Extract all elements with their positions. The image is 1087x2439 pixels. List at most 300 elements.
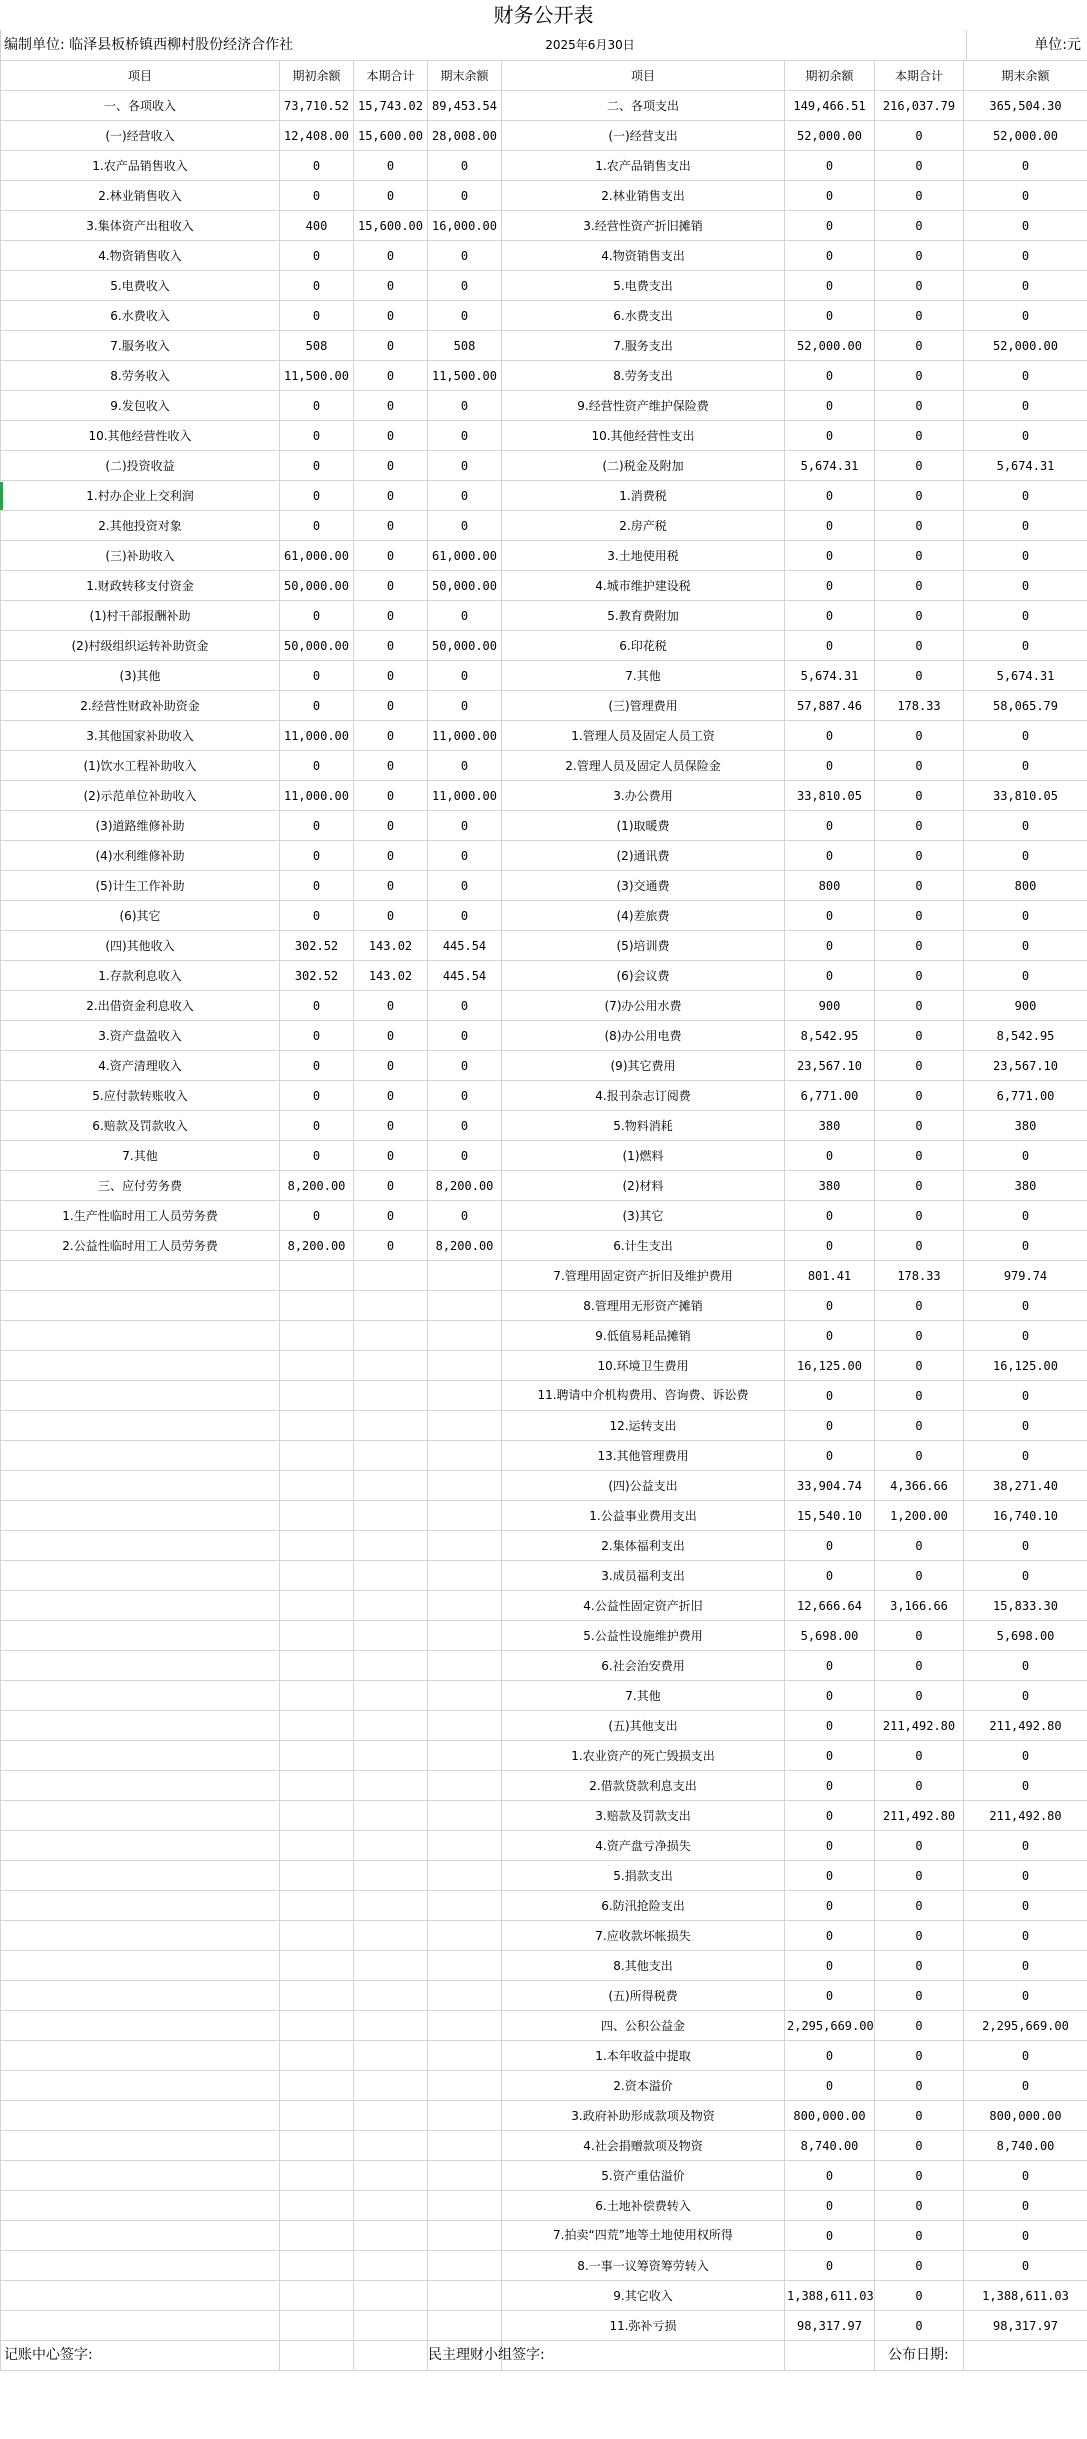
cell-expense-opening[interactable]: 2,295,669.00 [785,2011,875,2041]
cell-expense-closing[interactable]: 0 [964,541,1087,571]
cell-expense-closing[interactable]: 0 [964,601,1087,631]
cell-income-opening[interactable]: 11,000.00 [280,781,354,811]
cell-income-item[interactable] [1,1441,280,1471]
cell-expense-item[interactable]: 4.报刊杂志订阅费 [502,1081,785,1111]
cell-income-period[interactable] [354,1981,428,2011]
empty-cell[interactable] [785,2341,875,2371]
cell-expense-opening[interactable]: 0 [785,2071,875,2101]
cell-income-item[interactable]: 一、各项收入 [1,91,280,121]
cell-income-item[interactable] [1,1291,280,1321]
cell-income-opening[interactable] [280,1351,354,1381]
cell-expense-period[interactable]: 0 [875,1051,964,1081]
cell-expense-period[interactable]: 0 [875,2191,964,2221]
cell-income-opening[interactable]: 0 [280,901,354,931]
cell-expense-opening[interactable]: 0 [785,571,875,601]
cell-expense-period[interactable]: 0 [875,1651,964,1681]
cell-expense-closing[interactable]: 52,000.00 [964,331,1087,361]
cell-expense-period[interactable]: 0 [875,2071,964,2101]
cell-expense-item[interactable]: (8)办公用电费 [502,1021,785,1051]
cell-income-opening[interactable]: 508 [280,331,354,361]
cell-expense-closing[interactable]: 0 [964,241,1087,271]
cell-expense-closing[interactable]: 1,388,611.03 [964,2281,1087,2311]
cell-expense-item[interactable]: (四)公益支出 [502,1471,785,1501]
cell-expense-opening[interactable]: 0 [785,1861,875,1891]
cell-income-closing[interactable]: 0 [428,841,502,871]
cell-income-item[interactable]: (二)投资收益 [1,451,280,481]
cell-expense-closing[interactable]: 0 [964,1651,1087,1681]
cell-income-period[interactable]: 15,600.00 [354,211,428,241]
cell-expense-opening[interactable]: 0 [785,2161,875,2191]
cell-income-period[interactable]: 0 [354,901,428,931]
cell-income-opening[interactable]: 0 [280,1021,354,1051]
cell-expense-closing[interactable]: 8,740.00 [964,2131,1087,2161]
cell-expense-opening[interactable]: 0 [785,1831,875,1861]
cell-expense-item[interactable]: 1.消费税 [502,481,785,511]
cell-expense-closing[interactable]: 0 [964,2251,1087,2281]
cell-expense-period[interactable]: 0 [875,421,964,451]
cell-income-item[interactable]: (1)饮水工程补助收入 [1,751,280,781]
cell-income-closing[interactable]: 508 [428,331,502,361]
cell-income-item[interactable]: 10.其他经营性收入 [1,421,280,451]
cell-expense-opening[interactable]: 0 [785,1531,875,1561]
cell-expense-opening[interactable]: 0 [785,961,875,991]
cell-expense-opening[interactable]: 0 [785,1651,875,1681]
cell-income-item[interactable]: (3)其他 [1,661,280,691]
cell-income-period[interactable]: 0 [354,1231,428,1261]
cell-expense-item[interactable]: 8.劳务支出 [502,361,785,391]
cell-income-opening[interactable] [280,2191,354,2221]
cell-income-closing[interactable] [428,2041,502,2071]
cell-income-period[interactable]: 0 [354,571,428,601]
cell-expense-opening[interactable]: 0 [785,631,875,661]
cell-income-period[interactable]: 0 [354,511,428,541]
cell-income-opening[interactable] [280,2011,354,2041]
cell-income-item[interactable] [1,1861,280,1891]
cell-expense-closing[interactable]: 0 [964,1291,1087,1321]
cell-income-item[interactable]: (2)村级组织运转补助资金 [1,631,280,661]
cell-expense-opening[interactable]: 0 [785,811,875,841]
cell-income-closing[interactable] [428,1321,502,1351]
cell-expense-item[interactable]: 5.公益性设施维护费用 [502,1621,785,1651]
cell-income-period[interactable] [354,1861,428,1891]
cell-income-period[interactable]: 0 [354,241,428,271]
cell-income-closing[interactable]: 0 [428,661,502,691]
cell-income-closing[interactable]: 16,000.00 [428,211,502,241]
cell-expense-closing[interactable]: 0 [964,1831,1087,1861]
cell-income-item[interactable]: 2.其他投资对象 [1,511,280,541]
cell-expense-closing[interactable]: 8,542.95 [964,1021,1087,1051]
cell-expense-closing[interactable]: 0 [964,2161,1087,2191]
cell-income-period[interactable] [354,1651,428,1681]
cell-expense-period[interactable]: 0 [875,1861,964,1891]
cell-expense-item[interactable]: (1)取暖费 [502,811,785,841]
cell-income-item[interactable]: 2.出借资金利息收入 [1,991,280,1021]
cell-income-closing[interactable] [428,1591,502,1621]
cell-income-item[interactable]: 5.应付款转账收入 [1,1081,280,1111]
cell-income-opening[interactable]: 11,500.00 [280,361,354,391]
cell-income-period[interactable] [354,2011,428,2041]
cell-expense-period[interactable]: 0 [875,1441,964,1471]
cell-income-period[interactable] [354,1441,428,1471]
cell-income-closing[interactable]: 0 [428,301,502,331]
cell-income-period[interactable] [354,2161,428,2191]
cell-income-item[interactable] [1,1801,280,1831]
cell-income-opening[interactable] [280,2311,354,2341]
cell-income-closing[interactable] [428,1861,502,1891]
cell-income-item[interactable]: (四)其他收入 [1,931,280,961]
cell-expense-period[interactable]: 0 [875,511,964,541]
cell-income-item[interactable]: 9.发包收入 [1,391,280,421]
cell-income-period[interactable]: 0 [354,151,428,181]
cell-income-period[interactable] [354,2251,428,2281]
cell-expense-period[interactable]: 0 [875,661,964,691]
cell-expense-period[interactable]: 0 [875,331,964,361]
cell-expense-closing[interactable]: 0 [964,1921,1087,1951]
cell-income-item[interactable]: 4.资产清理收入 [1,1051,280,1081]
cell-expense-item[interactable]: 6.印花税 [502,631,785,661]
cell-income-period[interactable] [354,2101,428,2131]
cell-income-period[interactable] [354,1831,428,1861]
cell-income-item[interactable] [1,2071,280,2101]
cell-expense-closing[interactable]: 0 [964,2221,1087,2251]
cell-expense-closing[interactable]: 38,271.40 [964,1471,1087,1501]
cell-income-closing[interactable]: 61,000.00 [428,541,502,571]
cell-income-item[interactable]: 1.农产品销售收入 [1,151,280,181]
header-period-total-expense[interactable]: 本期合计 [875,61,964,91]
cell-income-closing[interactable] [428,1801,502,1831]
cell-expense-opening[interactable]: 0 [785,2041,875,2071]
cell-expense-item[interactable]: (5)培训费 [502,931,785,961]
cell-expense-period[interactable]: 0 [875,541,964,571]
cell-expense-period[interactable]: 0 [875,241,964,271]
cell-expense-item[interactable]: 3.土地使用税 [502,541,785,571]
cell-expense-opening[interactable]: 0 [785,1681,875,1711]
cell-income-item[interactable]: 3.其他国家补助收入 [1,721,280,751]
cell-income-item[interactable] [1,2281,280,2311]
cell-income-closing[interactable] [428,1501,502,1531]
cell-income-item[interactable] [1,2131,280,2161]
cell-income-opening[interactable]: 0 [280,181,354,211]
cell-expense-closing[interactable]: 0 [964,2191,1087,2221]
cell-expense-closing[interactable]: 0 [964,1861,1087,1891]
cell-expense-item[interactable]: (7)办公用水费 [502,991,785,1021]
cell-expense-item[interactable]: 2.集体福利支出 [502,1531,785,1561]
cell-expense-item[interactable]: 1.本年收益中提取 [502,2041,785,2071]
cell-expense-period[interactable]: 0 [875,1381,964,1411]
cell-income-item[interactable] [1,1981,280,2011]
cell-expense-opening[interactable]: 0 [785,1741,875,1771]
cell-expense-closing[interactable]: 0 [964,1381,1087,1411]
cell-expense-item[interactable]: 10.其他经营性支出 [502,421,785,451]
cell-expense-item[interactable]: 5.物料消耗 [502,1111,785,1141]
cell-income-closing[interactable] [428,2011,502,2041]
cell-expense-closing[interactable]: 0 [964,181,1087,211]
cell-expense-opening[interactable]: 12,666.64 [785,1591,875,1621]
cell-income-opening[interactable]: 0 [280,871,354,901]
cell-income-period[interactable] [354,2131,428,2161]
cell-expense-opening[interactable]: 0 [785,361,875,391]
cell-income-period[interactable] [354,1351,428,1381]
cell-expense-closing[interactable]: 380 [964,1171,1087,1201]
cell-income-period[interactable]: 0 [354,391,428,421]
cell-expense-opening[interactable]: 57,887.46 [785,691,875,721]
cell-income-opening[interactable]: 50,000.00 [280,571,354,601]
cell-income-closing[interactable] [428,1681,502,1711]
cell-expense-opening[interactable]: 6,771.00 [785,1081,875,1111]
cell-income-opening[interactable] [280,1891,354,1921]
cell-income-item[interactable]: 3.集体资产出租收入 [1,211,280,241]
cell-income-item[interactable]: 7.服务收入 [1,331,280,361]
header-item-expense[interactable]: 项目 [502,61,785,91]
cell-income-item[interactable] [1,2101,280,2131]
cell-expense-item[interactable]: 6.土地补偿费转入 [502,2191,785,2221]
cell-income-opening[interactable] [280,1711,354,1741]
cell-expense-opening[interactable]: 0 [785,241,875,271]
cell-income-period[interactable]: 0 [354,721,428,751]
cell-income-closing[interactable]: 0 [428,451,502,481]
cell-expense-period[interactable]: 0 [875,1321,964,1351]
cell-income-item[interactable]: (1)村干部报酬补助 [1,601,280,631]
cell-income-closing[interactable] [428,1951,502,1981]
header-period-total-income[interactable]: 本期合计 [354,61,428,91]
cell-expense-opening[interactable]: 23,567.10 [785,1051,875,1081]
empty-cell[interactable] [354,2341,428,2371]
cell-income-opening[interactable] [280,2101,354,2131]
cell-expense-period[interactable]: 0 [875,451,964,481]
cell-expense-period[interactable]: 0 [875,211,964,241]
cell-expense-closing[interactable]: 0 [964,511,1087,541]
cell-expense-period[interactable]: 0 [875,1621,964,1651]
cell-income-opening[interactable]: 0 [280,601,354,631]
cell-income-opening[interactable]: 0 [280,1081,354,1111]
cell-expense-period[interactable]: 0 [875,1981,964,2011]
cell-income-period[interactable] [354,1531,428,1561]
cell-expense-period[interactable]: 0 [875,1111,964,1141]
cell-expense-closing[interactable]: 98,317.97 [964,2311,1087,2341]
cell-expense-item[interactable]: 2.借款贷款利息支出 [502,1771,785,1801]
cell-income-item[interactable]: 8.劳务收入 [1,361,280,391]
cell-income-closing[interactable]: 0 [428,391,502,421]
cell-expense-opening[interactable]: 0 [785,1291,875,1321]
cell-income-period[interactable]: 0 [354,751,428,781]
cell-expense-opening[interactable]: 149,466.51 [785,91,875,121]
cell-income-period[interactable]: 0 [354,451,428,481]
cell-income-item[interactable]: (三)补助收入 [1,541,280,571]
cell-income-opening[interactable]: 0 [280,661,354,691]
cell-income-item[interactable]: 6.赔款及罚款收入 [1,1111,280,1141]
cell-expense-item[interactable]: 7.服务支出 [502,331,785,361]
cell-income-opening[interactable] [280,2131,354,2161]
cell-income-closing[interactable]: 0 [428,181,502,211]
cell-income-period[interactable]: 15,743.02 [354,91,428,121]
cell-income-closing[interactable] [428,1621,502,1651]
cell-expense-item[interactable]: 12.运转支出 [502,1411,785,1441]
cell-expense-period[interactable]: 0 [875,1411,964,1441]
header-item-income[interactable]: 项目 [1,61,280,91]
cell-expense-closing[interactable]: 0 [964,901,1087,931]
cell-expense-opening[interactable]: 52,000.00 [785,331,875,361]
cell-income-closing[interactable]: 50,000.00 [428,571,502,601]
cell-expense-item[interactable]: 5.捐款支出 [502,1861,785,1891]
cell-expense-period[interactable]: 0 [875,391,964,421]
cell-expense-item[interactable]: (3)其它 [502,1201,785,1231]
cell-income-item[interactable] [1,1261,280,1291]
cell-income-closing[interactable] [428,1771,502,1801]
cell-income-item[interactable] [1,1951,280,1981]
cell-expense-closing[interactable]: 0 [964,1561,1087,1591]
cell-expense-period[interactable]: 0 [875,1891,964,1921]
cell-expense-closing[interactable]: 0 [964,481,1087,511]
cell-expense-closing[interactable]: 800,000.00 [964,2101,1087,2131]
cell-income-period[interactable]: 0 [354,1051,428,1081]
cell-income-item[interactable] [1,1921,280,1951]
cell-expense-period[interactable]: 0 [875,781,964,811]
cell-income-item[interactable]: 2.林业销售收入 [1,181,280,211]
cell-income-opening[interactable]: 0 [280,1201,354,1231]
cell-income-period[interactable]: 143.02 [354,961,428,991]
cell-expense-period[interactable]: 0 [875,631,964,661]
cell-income-period[interactable] [354,2041,428,2071]
cell-income-opening[interactable] [280,1651,354,1681]
cell-income-closing[interactable] [428,1891,502,1921]
cell-income-opening[interactable]: 11,000.00 [280,721,354,751]
cell-expense-item[interactable]: (一)经营支出 [502,121,785,151]
cell-expense-closing[interactable]: 0 [964,841,1087,871]
cell-income-item[interactable]: 7.其他 [1,1141,280,1171]
cell-expense-item[interactable]: 2.林业销售支出 [502,181,785,211]
cell-income-period[interactable]: 0 [354,1141,428,1171]
cell-expense-period[interactable]: 0 [875,1201,964,1231]
cell-income-closing[interactable] [428,1741,502,1771]
cell-income-closing[interactable] [428,2251,502,2281]
cell-expense-closing[interactable]: 6,771.00 [964,1081,1087,1111]
cell-income-item[interactable] [1,2251,280,2281]
cell-expense-opening[interactable]: 0 [785,421,875,451]
cell-income-period[interactable] [354,1471,428,1501]
cell-income-closing[interactable] [428,2101,502,2131]
cell-income-item[interactable]: (2)示范单位补助收入 [1,781,280,811]
cell-expense-item[interactable]: 7.应收款坏帐损失 [502,1921,785,1951]
cell-expense-period[interactable]: 0 [875,2131,964,2161]
cell-income-item[interactable]: 1.存款利息收入 [1,961,280,991]
cell-income-closing[interactable]: 28,008.00 [428,121,502,151]
cell-income-opening[interactable] [280,1591,354,1621]
cell-expense-period[interactable]: 0 [875,361,964,391]
cell-income-period[interactable] [354,1681,428,1711]
cell-income-opening[interactable] [280,1621,354,1651]
cell-expense-period[interactable]: 0 [875,901,964,931]
cell-expense-period[interactable]: 0 [875,841,964,871]
cell-income-opening[interactable] [280,1501,354,1531]
cell-income-opening[interactable]: 400 [280,211,354,241]
cell-expense-closing[interactable]: 5,674.31 [964,661,1087,691]
cell-income-period[interactable] [354,2311,428,2341]
cell-expense-closing[interactable]: 380 [964,1111,1087,1141]
cell-income-item[interactable] [1,1741,280,1771]
cell-expense-item[interactable]: (6)会议费 [502,961,785,991]
cell-expense-opening[interactable]: 5,674.31 [785,661,875,691]
cell-income-opening[interactable] [280,1321,354,1351]
cell-income-period[interactable]: 0 [354,631,428,661]
cell-income-closing[interactable]: 8,200.00 [428,1171,502,1201]
cell-income-opening[interactable]: 0 [280,811,354,841]
cell-expense-item[interactable]: 6.防汛抢险支出 [502,1891,785,1921]
cell-expense-closing[interactable]: 0 [964,931,1087,961]
cell-income-closing[interactable]: 445.54 [428,961,502,991]
cell-income-period[interactable] [354,2191,428,2221]
cell-expense-opening[interactable]: 0 [785,1441,875,1471]
cell-income-item[interactable]: 2.经营性财政补助资金 [1,691,280,721]
cell-expense-item[interactable]: 13.其他管理费用 [502,1441,785,1471]
cell-expense-opening[interactable]: 0 [785,1801,875,1831]
cell-expense-item[interactable]: (9)其它费用 [502,1051,785,1081]
cell-income-closing[interactable] [428,1351,502,1381]
cell-income-closing[interactable]: 0 [428,811,502,841]
cell-income-period[interactable]: 0 [354,811,428,841]
cell-expense-period[interactable]: 0 [875,1231,964,1261]
cell-expense-item[interactable]: 11.弥补亏损 [502,2311,785,2341]
cell-expense-item[interactable]: (五)所得税费 [502,1981,785,2011]
cell-expense-item[interactable]: 9.其它收入 [502,2281,785,2311]
cell-expense-closing[interactable]: 16,125.00 [964,1351,1087,1381]
header-closing-balance-income[interactable]: 期末余额 [428,61,502,91]
cell-expense-closing[interactable]: 0 [964,271,1087,301]
cell-expense-period[interactable]: 0 [875,571,964,601]
cell-expense-item[interactable]: 7.其他 [502,1681,785,1711]
cell-income-closing[interactable] [428,2161,502,2191]
cell-expense-period[interactable]: 0 [875,811,964,841]
cell-expense-item[interactable]: 2.管理人员及固定人员保险金 [502,751,785,781]
cell-income-closing[interactable]: 0 [428,1201,502,1231]
cell-expense-closing[interactable]: 0 [964,961,1087,991]
cell-income-period[interactable] [354,1321,428,1351]
cell-expense-period[interactable]: 0 [875,2161,964,2191]
cell-income-closing[interactable]: 0 [428,151,502,181]
cell-income-opening[interactable] [280,1801,354,1831]
cell-income-period[interactable] [354,1621,428,1651]
cell-expense-period[interactable]: 0 [875,721,964,751]
cell-income-opening[interactable]: 0 [280,241,354,271]
cell-expense-period[interactable]: 1,200.00 [875,1501,964,1531]
cell-income-opening[interactable] [280,2281,354,2311]
cell-expense-item[interactable]: (2)材料 [502,1171,785,1201]
cell-expense-item[interactable]: 10.环境卫生费用 [502,1351,785,1381]
cell-expense-closing[interactable]: 0 [964,1201,1087,1231]
cell-income-item[interactable]: 三、应付劳务费 [1,1171,280,1201]
cell-expense-closing[interactable]: 0 [964,151,1087,181]
cell-income-item[interactable]: 4.物资销售收入 [1,241,280,271]
cell-income-period[interactable]: 0 [354,601,428,631]
cell-income-opening[interactable]: 50,000.00 [280,631,354,661]
cell-income-item[interactable] [1,2161,280,2191]
cell-income-closing[interactable]: 0 [428,421,502,451]
cell-expense-closing[interactable]: 0 [964,631,1087,661]
cell-expense-closing[interactable]: 0 [964,1981,1087,2011]
cell-income-item[interactable] [1,2011,280,2041]
cell-expense-closing[interactable]: 0 [964,811,1087,841]
cell-expense-opening[interactable]: 52,000.00 [785,121,875,151]
cell-expense-item[interactable]: 3.成员福利支出 [502,1561,785,1591]
cell-expense-item[interactable]: 3.赔款及罚款支出 [502,1801,785,1831]
cell-expense-opening[interactable]: 0 [785,2251,875,2281]
cell-expense-item[interactable]: (三)管理费用 [502,691,785,721]
cell-expense-opening[interactable]: 5,674.31 [785,451,875,481]
cell-expense-item[interactable]: 1.管理人员及固定人员工资 [502,721,785,751]
cell-expense-item[interactable]: 7.管理用固定资产折旧及维护费用 [502,1261,785,1291]
cell-expense-period[interactable]: 0 [875,2101,964,2131]
cell-income-closing[interactable] [428,2281,502,2311]
cell-expense-opening[interactable]: 0 [785,511,875,541]
